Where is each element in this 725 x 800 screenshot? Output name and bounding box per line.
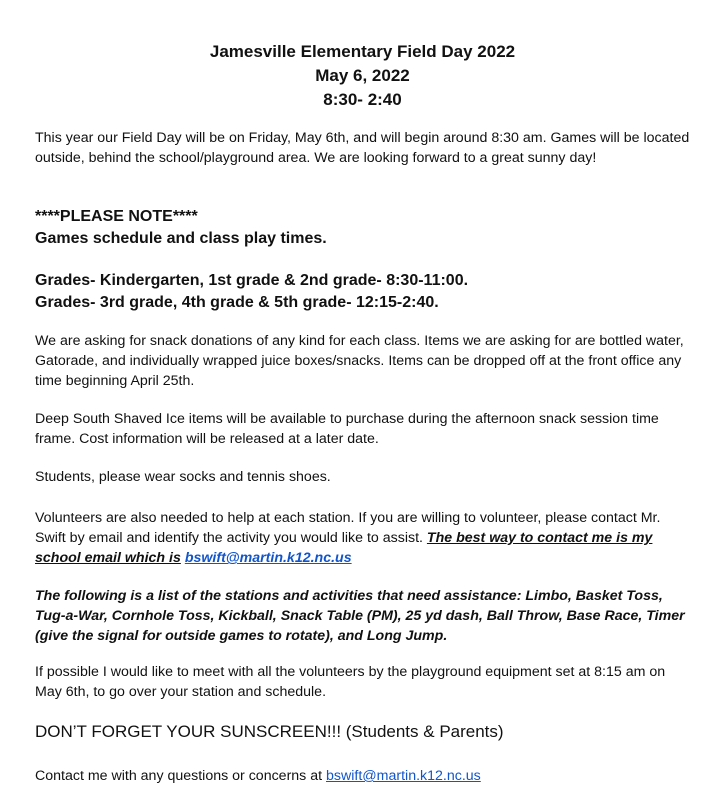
stations-paragraph: The following is a list of the stations and activities that need assistance: Limbo, Basket Toss, Tug-a-War, Cornhole Toss, Kickball, Snack Table (PM), 25 yd dash, Ball Throw, Base Race, Timer (give the signal for outside games to rotate), and Long Jump. bbox=[35, 588, 685, 644]
volunteer-email-link[interactable]: bswift@martin.k12.nc.us bbox=[184, 550, 352, 566]
title-line-2: May 6, 2022 bbox=[315, 66, 410, 85]
footwear-paragraph: Students, please wear socks and tennis shoes. bbox=[35, 469, 331, 485]
sunscreen-reminder: DON’T FORGET YOUR SUNSCREEN!!! (Students & Parents) bbox=[35, 722, 504, 741]
volunteers-emphasis: The best way to contact me is my school email which is bbox=[35, 530, 653, 566]
schedule-line-1: Grades- Kindergarten, 1st grade & 2nd grade- 8:30-11:00. bbox=[35, 272, 469, 289]
snack-paragraph: We are asking for snack donations of any kind for each class. Items we are asking for are bottled water, Gatorade, and individually wrapped juice boxes/snacks. Items can be dropped off at the front office any time beginning April 25th. bbox=[35, 333, 684, 389]
shaved-ice-paragraph: Deep South Shaved Ice items will be available to purchase during the afternoon snack session time frame. Cost information will be released at a later date. bbox=[35, 411, 659, 447]
note-heading: ****PLEASE NOTE**** bbox=[35, 208, 198, 225]
volunteers-text: Volunteers are also needed to help at each station. If you are willing to volunteer, please contact Mr. Swift by email and identify the activity you would like to assist. bbox=[35, 510, 661, 546]
contact-email-link[interactable]: bswift@martin.k12.nc.us bbox=[326, 768, 481, 784]
meeting-paragraph: If possible I would like to meet with all the volunteers by the playground equipment set at 8:15 am on May 6th, to go over your station and schedule. bbox=[35, 664, 666, 700]
title-line-1: Jamesville Elementary Field Day 2022 bbox=[209, 42, 516, 61]
document-title bbox=[0, 40, 725, 112]
intro-paragraph: This year our Field Day will be on Friday, May 6th, and will begin around 8:30 am. Games will be located outside, behind the school/playground area. We are looking forward to a great sunny day! bbox=[35, 130, 690, 166]
volunteers-paragraph bbox=[35, 508, 690, 568]
note-subheading: Games schedule and class play times. bbox=[35, 230, 327, 247]
title-line-3: 8:30- 2:40 bbox=[323, 90, 402, 109]
contact-paragraph bbox=[35, 766, 690, 786]
schedule-block bbox=[35, 270, 690, 314]
contact-text: Contact me with any questions or concerns at bbox=[35, 768, 323, 784]
schedule-line-2: Grades- 3rd grade, 4th grade & 5th grade- 12:15-2:40. bbox=[35, 294, 439, 311]
note-block bbox=[35, 206, 690, 250]
